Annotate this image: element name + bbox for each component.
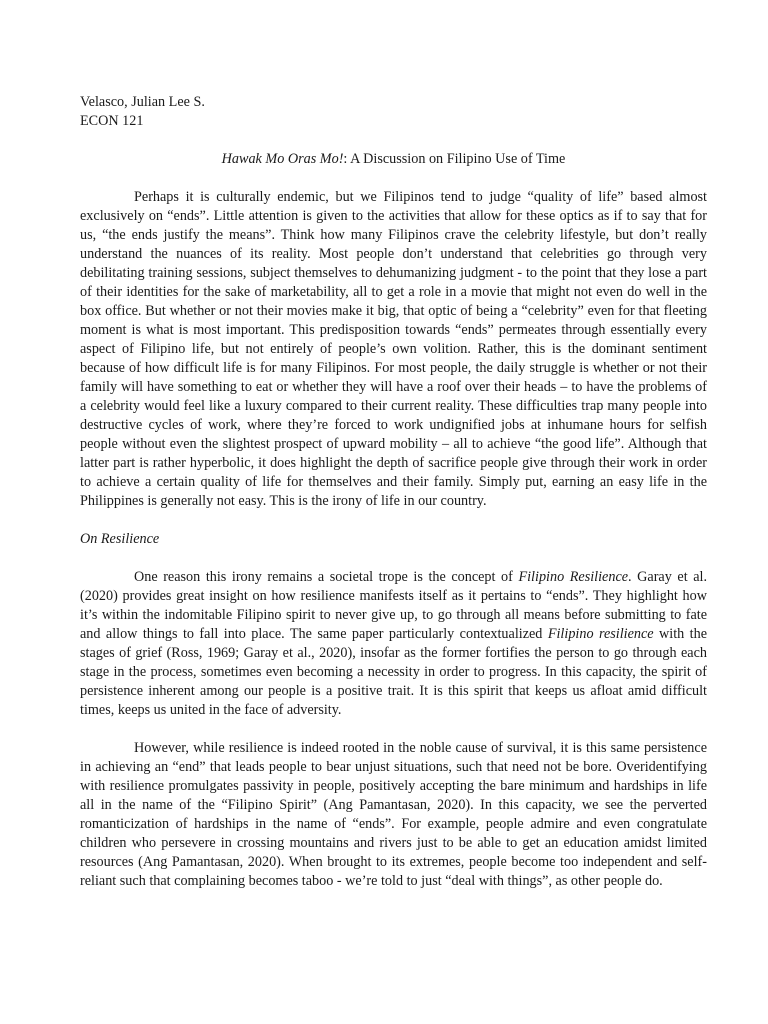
- paragraph-resilience-2: However, while resilience is indeed rooted in the noble cause of survival, it is this same persistence in achieving an “end” that leads people to bear unjust situations, such that need not be bore. Overidentifying with resilience promulgates passivity in people, positively accepting the bare minimum and hardships in life all in the name of the “Filipino Spirit” (Ang Pamantasan, 2020). In this capacity, we see the perverted romanticization of hardships in the name of “ends”. For example, people admire and even congratulate children who persevere in crossing mountains and rivers just to be able to get an education amidst limited resources (Ang Pamantasan, 2020). When brought to its extremes, people become too independent and self-reliant such that complaining becomes taboo - we’re told to just “deal with things”, as other people do.: [80, 740, 707, 889]
- author-name: Velasco, Julian Lee S.: [80, 94, 205, 110]
- title-rest: : A Discussion on Filipino Use of Time: [343, 151, 566, 167]
- course-code: ECON 121: [80, 113, 144, 129]
- p2-text-e: with the stages of grief (Ross, 1969; Garay et al., 2020), insofar as the former fortifies the person to go through each stage in the process, sometimes even becoming a necessity in order to progress. In this capacity, the spirit of persistence inherent among our people is a positive trait. It is this spirit that keeps us afloat amid difficult times, keeps us united in the face of adversity.: [80, 626, 707, 718]
- p2-text-a: One reason this irony remains a societal trope is the concept of: [134, 569, 519, 585]
- p2-text-c: . Garay et al. (2020) provides great insight on how resilience manifests itself as it pertains to “ends”. They highlight how it’s within the indomitable Filipino spirit to never give up, to go through all means before submitting to fate and allow things to fall into place. The same paper particularly contextualized: [80, 569, 708, 642]
- document-title: [80, 150, 707, 169]
- paragraph-resilience-1: [80, 568, 707, 720]
- document-body: [80, 93, 707, 891]
- p2-italic-b: Filipino Resilience: [518, 569, 629, 585]
- paragraph-intro: Perhaps it is culturally endemic, but we Filipinos tend to judge “quality of life” based almost exclusively on “ends”. Little attention is given to the activities that allow for these optics as if to say that for us, “the ends justify the means”. Think how many Filipinos crave the celebrity lifestyle, but don’t really understand the nuances of its reality. Most people don’t understand that celebrities go through very debilitating training sessions, subject themselves to dehumanizing judgment - to the point that they lose a part of their identities for the sake of marketability, all to get a role in a movie that might not even do well in the box office. But whether or not their movies make it big, that optic of being a “celebrity” even for that fleeting moment is what is most important. This predisposition towards “ends” permeates through essentially every aspect of Filipino life, but not entirely of people’s own volition. Rather, this is the dominant sentiment because of how difficult life is for many Filipinos. For most people, the daily struggle is whether or not their family will have something to eat or whether they will have a roof over their heads – to have the problems of a celebrity would feel like a luxury compared to their current reality. These difficulties trap many people into destructive cycles of work, where they’re forced to work undignified jobs at inhumane hours for selfish people without even the slightest prospect of upward mobility – all to achieve “the good life”. Although that latter part is rather hyperbolic, it does highlight the depth of sacrifice people give through their work in order to achieve a certain quality of life for themselves and their family. Simply put, earning an easy life in the Philippines is generally not easy. This is the irony of life in our country.: [80, 189, 707, 509]
- title-italic: Hawak Mo Oras Mo!: [221, 151, 344, 167]
- section-heading-resilience: On Resilience: [80, 531, 160, 547]
- p2-italic-d: Filipino resilience: [547, 626, 654, 642]
